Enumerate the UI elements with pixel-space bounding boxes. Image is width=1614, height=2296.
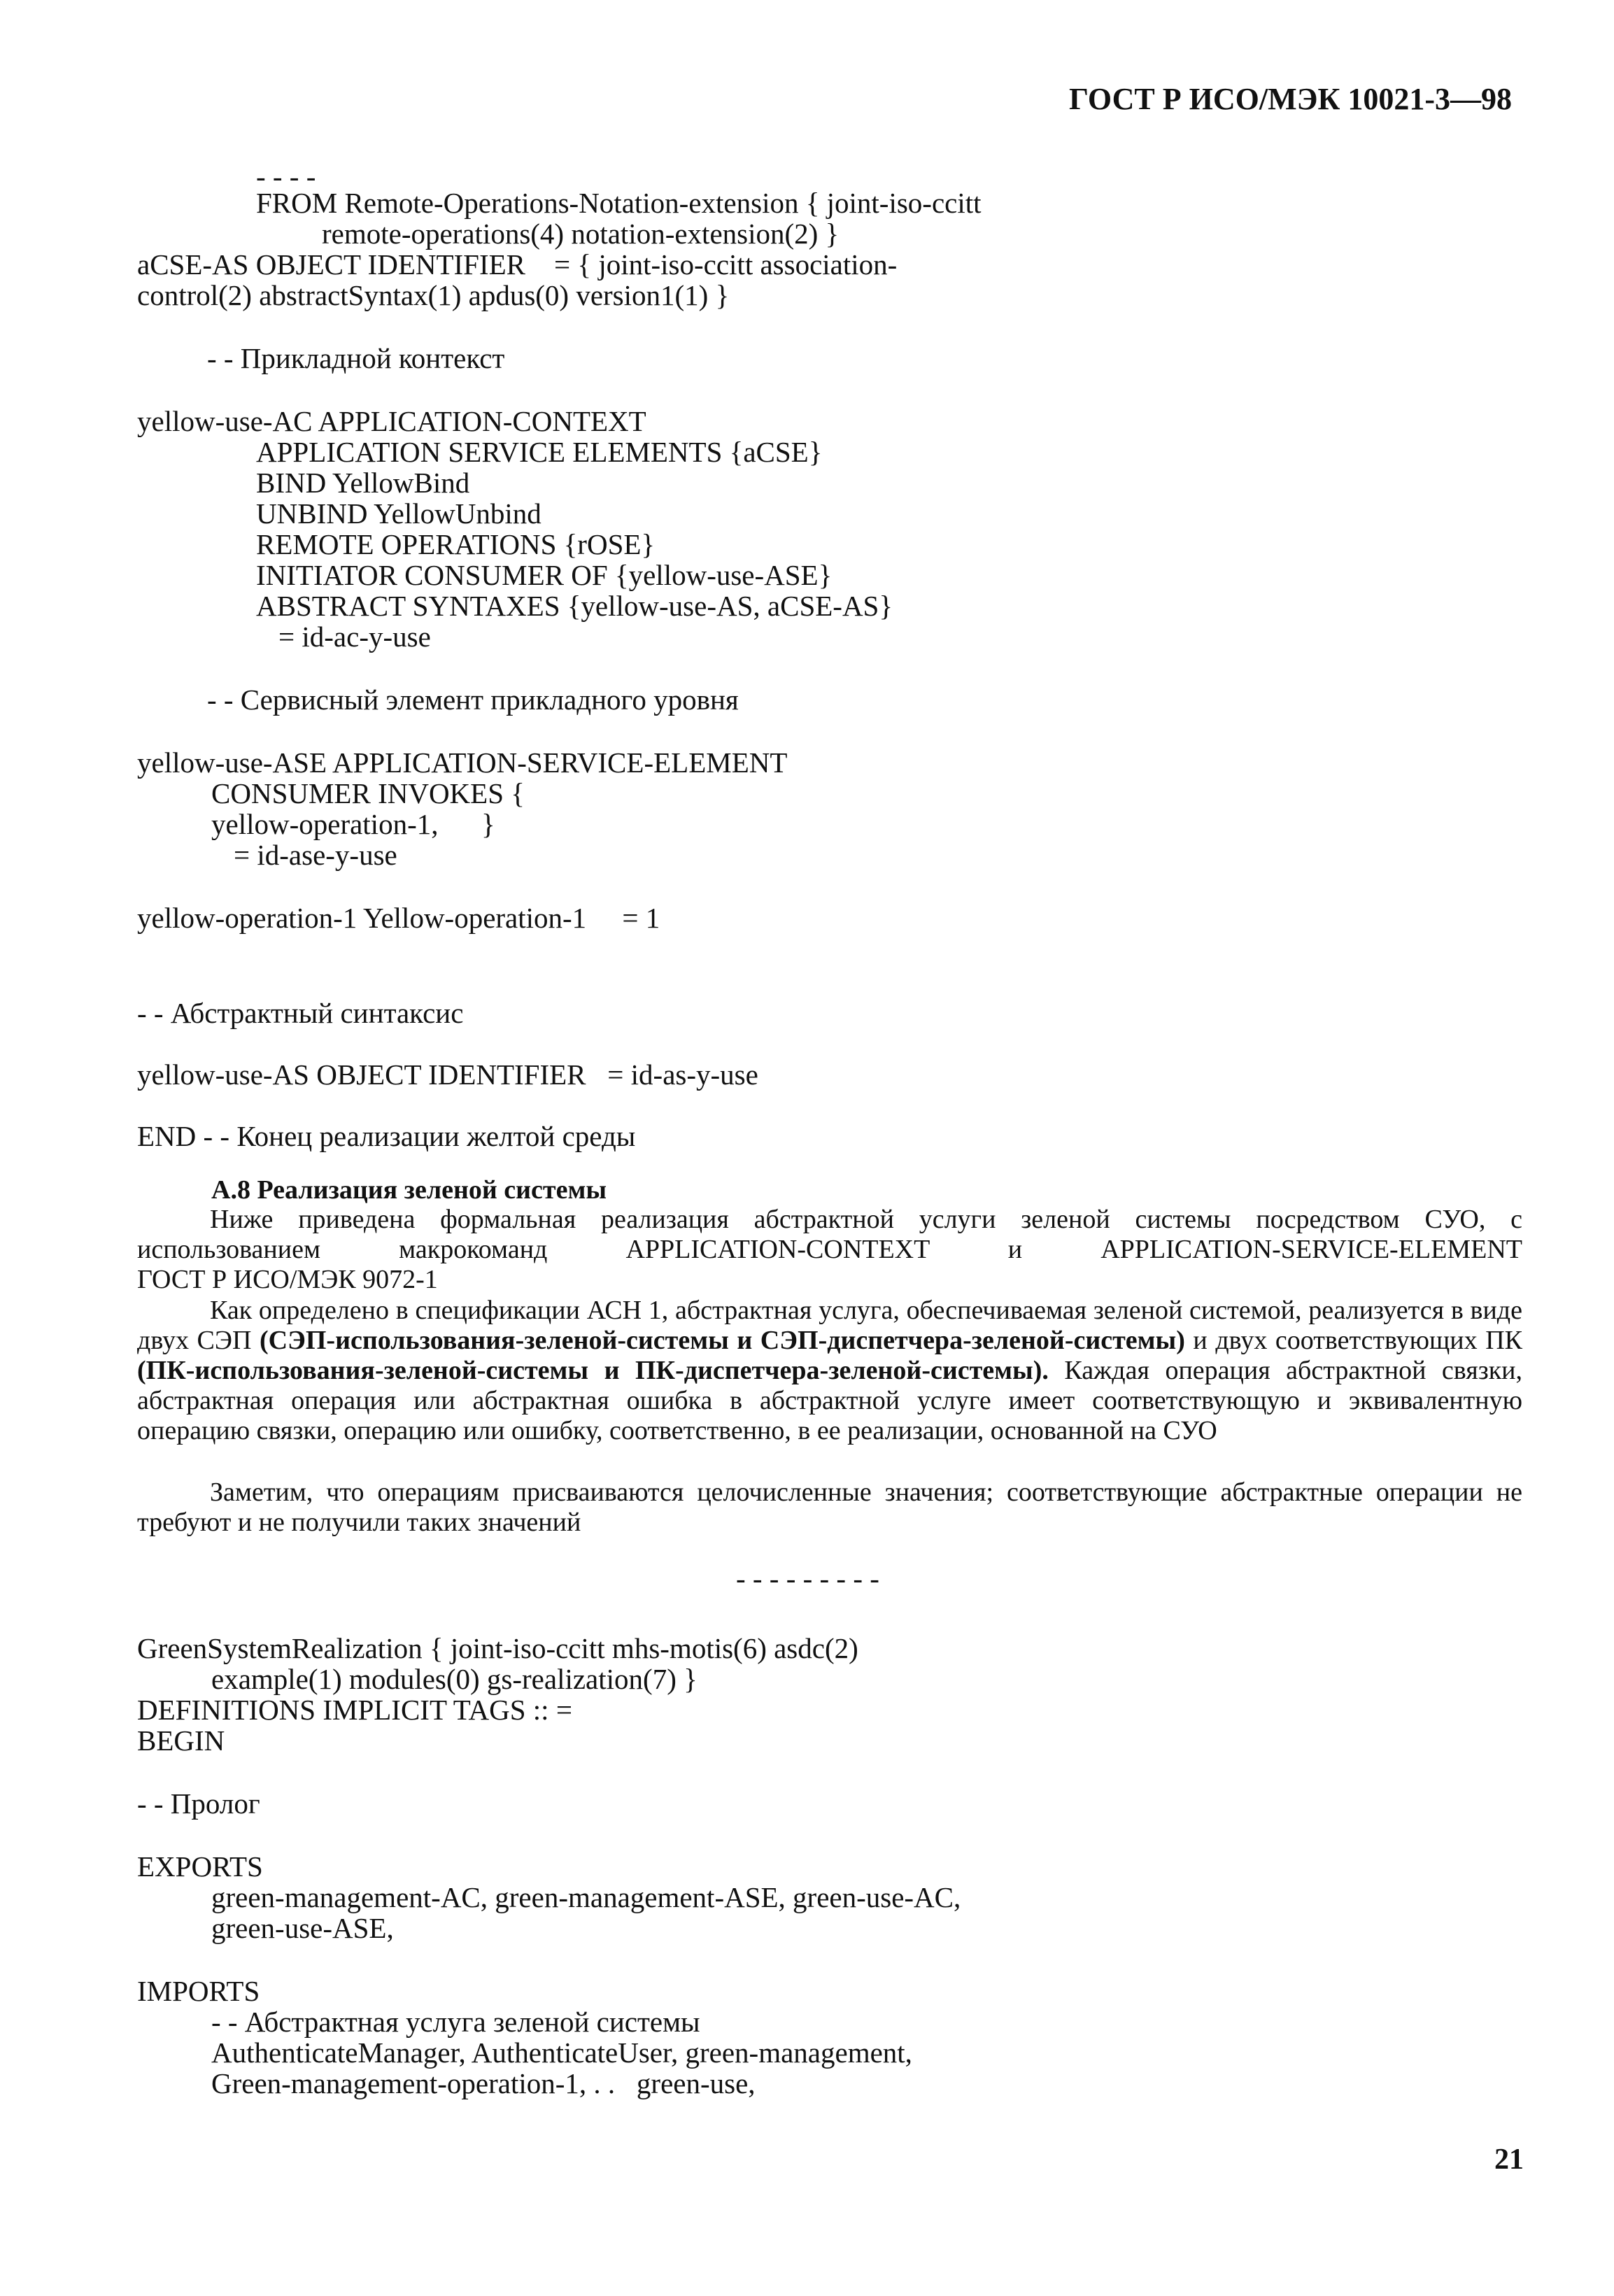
code-line: IMPORTS — [137, 1975, 260, 2007]
paragraph-1 — [137, 1205, 1522, 1295]
code-line: = id-ac-y-use — [278, 621, 431, 653]
code-line: remote-operations(4) notation-extension(2) } — [322, 218, 840, 250]
code-line: yellow-operation-1 Yellow-operation-1 = 1 — [137, 902, 660, 934]
code-line: example(1) modules(0) gs-realization(7) } — [211, 1663, 698, 1695]
paragraph-2: Как определено в спецификации АСН 1, абстрактная услуга, обеспечиваемая зеленой системой, реализуется в виде двух СЭП (СЭП-использования-зеленой-системы и СЭП-диспетчера-зеленой-системы) и двух соответствующих ПК (ПК-использования-зеленой-системы и ПК-диспетчера-зеленой-системы). Каждая операция абстрактной связки, абстрактная операция или абстрактная ошибка в абстрактной услуге имеет соответствующую и эквивалентную операцию связки, операцию или ошибку, соответственно, в ее реализации, основанной на СУО — [137, 1296, 1522, 1445]
code-comment: - - Сервисный элемент прикладного уровня — [207, 683, 739, 716]
separator: - - - - - - - - - — [736, 1562, 879, 1594]
code-line: Green-management-operation-1, . . green-use, — [211, 2067, 756, 2099]
code-line: yellow-use-ASE APPLICATION-SERVICE-ELEMENT — [137, 746, 788, 779]
code-line: BIND YellowBind — [256, 467, 470, 499]
code-line: EXPORTS — [137, 1850, 263, 1883]
code-line: DEFINITIONS IMPLICIT TAGS :: = — [137, 1694, 572, 1726]
code-line: control(2) abstractSyntax(1) apdus(0) version1(1) } — [137, 279, 730, 311]
paragraph-3-text: Заметим, что операциям присваиваются целочисленные значения; соответствующие абстрактные операции не требуют и не получили таких значений — [137, 1477, 1522, 1537]
code-line: yellow-use-AC APPLICATION-CONTEXT — [137, 405, 646, 437]
code-line: - - - - — [256, 160, 316, 192]
code-line: APPLICATION SERVICE ELEMENTS {aCSE} — [256, 436, 823, 468]
code-comment: - - Абстрактный синтаксис — [137, 997, 464, 1029]
code-line: = id-ase-y-use — [234, 839, 397, 871]
paragraph-1-last-line: ГОСТ Р ИСО/МЭК 9072-1 — [137, 1265, 438, 1294]
code-line: BEGIN — [137, 1724, 225, 1757]
bold-term: (ПК-использования-зеленой-системы и ПК-диспетчера-зеленой-системы). — [137, 1356, 1049, 1385]
paragraph-1-text: Ниже приведена формальная реализация абстрактной услуги зеленой системы посредством СУО, с использованием макрокоманд APPLICATION-CONTEXT и APPLICATION-SERVICE-ELEMENT — [137, 1205, 1522, 1264]
code-line: green-management-AC, green-management-ASE, green-use-AC, — [211, 1881, 961, 1913]
bold-term: (СЭП-использования-зеленой-системы и СЭП-диспетчера-зеленой-системы) — [260, 1326, 1185, 1355]
code-line: aCSE-AS OBJECT IDENTIFIER = { joint-iso-ccitt association- — [137, 248, 898, 281]
code-line: INITIATOR CONSUMER OF {yellow-use-ASE} — [256, 559, 833, 591]
code-line: END - - Конец реализации желтой среды — [137, 1120, 636, 1152]
code-line: GreenSystemRealization { joint-iso-ccitt mhs-motis(6) asdc(2) — [137, 1632, 858, 1664]
code-comment: - - Прикладной контекст — [207, 342, 505, 374]
code-line: yellow-operation-1, } — [211, 808, 495, 840]
code-comment: - - Абстрактная услуга зеленой системы — [211, 2006, 700, 2038]
code-line: ABSTRACT SYNTAXES {yellow-use-AS, aCSE-AS} — [256, 590, 893, 622]
document-header: ГОСТ Р ИСО/МЭК 10021-3—98 — [1069, 82, 1513, 116]
code-line: AuthenticateManager, AuthenticateUser, green-management, — [211, 2036, 912, 2069]
code-line: FROM Remote-Operations-Notation-extension { joint-iso-ccitt — [256, 187, 982, 219]
code-line: REMOTE OPERATIONS {rOSE} — [256, 528, 656, 560]
code-line: UNBIND YellowUnbind — [256, 497, 541, 530]
page-number: 21 — [1494, 2143, 1524, 2176]
code-line: yellow-use-AS OBJECT IDENTIFIER = id-as-y-use — [137, 1058, 758, 1091]
section-title: А.8 Реализация зеленой системы — [211, 1175, 607, 1205]
paragraph-3 — [137, 1477, 1522, 1538]
code-line: CONSUMER INVOKES { — [211, 777, 525, 809]
code-line: green-use-ASE, — [211, 1912, 394, 1944]
code-comment: - - Пролог — [137, 1787, 260, 1820]
